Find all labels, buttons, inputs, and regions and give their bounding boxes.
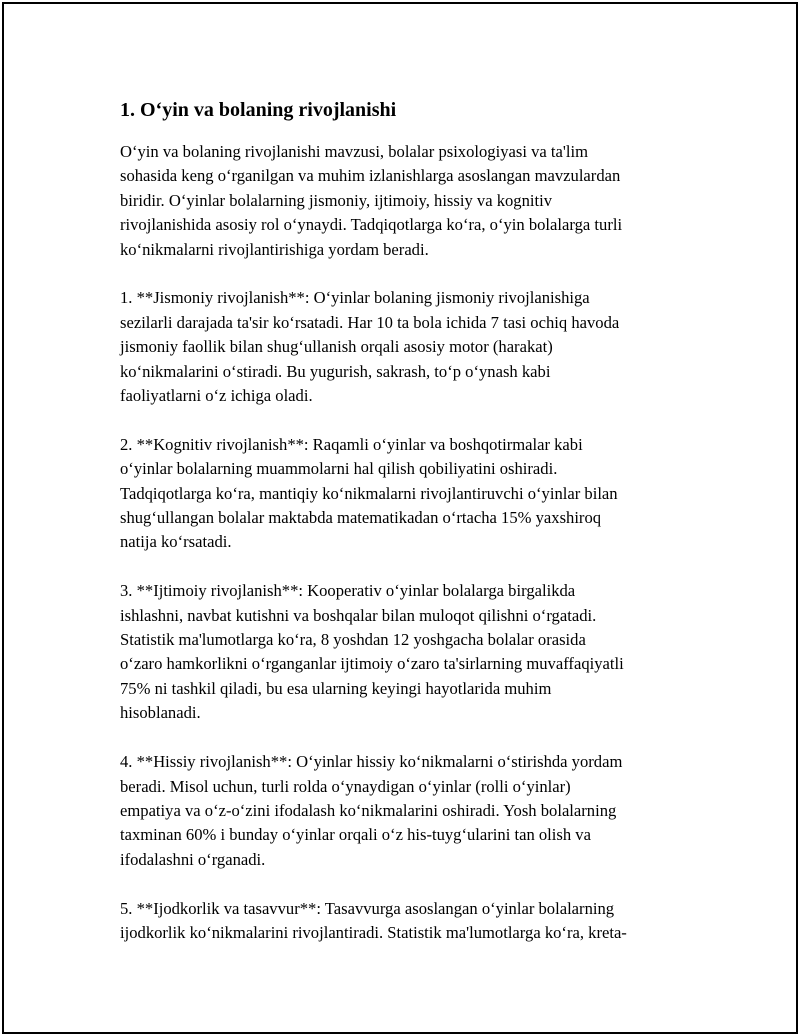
paragraph-line: natija ko‘rsatadi. [120,532,232,552]
paragraph-line: 3. **Ijtimoiy rivojlanish**: Kooperativ o‘yinlar bolalarga birgalikda [120,581,576,601]
paragraph-line: ifodalashni o‘rganadi. [120,849,266,869]
paragraph-line: taxminan 60% i bunday o‘yinlar orqali o‘z his-tuyg‘ularini tan olish va [120,825,591,845]
paragraph [120,286,700,408]
paragraph-line: o‘zaro hamkorlikni o‘rganganlar ijtimoiy o‘zaro ta'sirlarning muvaffaqiyatli [120,654,624,674]
paragraph-line: rivojlanishida asosiy rol o‘ynaydi. Tadqiqotlarga ko‘ra, o‘yin bolalarga turli [120,215,623,235]
paragraph-line: Tadqiqotlarga ko‘ra, mantiqiy ko‘nikmalarni rivojlantiruvchi o‘yinlar bilan [120,483,618,503]
paragraph-line: biridir. O‘yinlar bolalarning jismoniy, ijtimoiy, hissiy va kognitiv [120,190,553,210]
document-content [120,96,700,945]
paragraph-line: faoliyatlarni o‘z ichiga oladi. [120,386,313,406]
paragraph-line: 5. **Ijodkorlik va tasavvur**: Tasavvurga asoslangan o‘yinlar bolalarning [120,898,615,918]
section-heading: 1. O‘yin va bolaning rivojlanishi [120,99,397,121]
paragraph-gap [120,555,700,579]
paragraph-line: shug‘ullangan bolalar maktabda matematikadan o‘rtacha 15% yaxshiroq [120,508,602,528]
paragraph-line: ko‘nikmalarni rivojlantirishiga yordam beradi. [120,239,429,259]
document-page [2,2,798,1034]
paragraph-line: Statistik ma'lumotlarga ko‘ra, 8 yoshdan 12 yoshgacha bolalar orasida [120,630,586,650]
paragraph [120,750,700,872]
paragraph [120,579,700,725]
paragraph-line: O‘yin va bolaning rivojlanishi mavzusi, bolalar psixologiyasi va ta'lim [120,142,588,161]
paragraph [120,897,700,946]
paragraph-line: 75% ni tashkil qiladi, bu esa ularning keyingi hayotlarida muhim [120,678,552,698]
paragraph-line: ishlashni, navbat kutishni va boshqalar bilan muloqot qilishni o‘rgatadi. [120,605,597,625]
paragraph-line: beradi. Misol uchun, turli rolda o‘ynaydigan o‘yinlar (rolli o‘yinlar) [120,776,571,796]
paragraph-line: 1. **Jismoniy rivojlanish**: O‘yinlar bolaning jismoniy rivojlanishiga [120,288,590,308]
paragraph-line: o‘yinlar bolalarning muammolarni hal qilish qobiliyatini oshiradi. [120,459,558,479]
paragraph-line: jismoniy faollik bilan shug‘ullanish orqali asosiy motor (harakat) [120,337,553,357]
paragraph [120,140,700,262]
paragraph-gap [120,726,700,750]
paragraph-gap [120,262,700,286]
paragraph-line: 2. **Kognitiv rivojlanish**: Raqamli o‘yinlar va boshqotirmalar kabi [120,434,583,454]
paragraph-line: 4. **Hissiy rivojlanish**: O‘yinlar hissiy ko‘nikmalarni o‘stirishda yordam [120,752,623,772]
paragraph-line: ijodkorlik ko‘nikmalarini rivojlantiradi. Statistik ma'lumotlarga ko‘ra, kreta- [120,922,627,942]
paragraph-line: empatiya va o‘z-o‘zini ifodalash ko‘nikmalarini oshiradi. Yosh bolalarning [120,800,617,820]
paragraph-line: sohasida keng o‘rganilgan va muhim izlanishlarga asoslangan mavzulardan [120,166,621,186]
paragraph-gap [120,408,700,432]
paragraph-line: ko‘nikmalarini o‘stiradi. Bu yugurish, sakrash, to‘p o‘ynash kabi [120,361,551,381]
paragraph [120,433,700,555]
paragraphs-container [120,140,700,945]
paragraph-line: hisoblanadi. [120,703,201,723]
paragraph-gap [120,872,700,896]
paragraph-line: sezilarli darajada ta'sir ko‘rsatadi. Har 10 ta bola ichida 7 tasi ochiq havoda [120,312,620,332]
